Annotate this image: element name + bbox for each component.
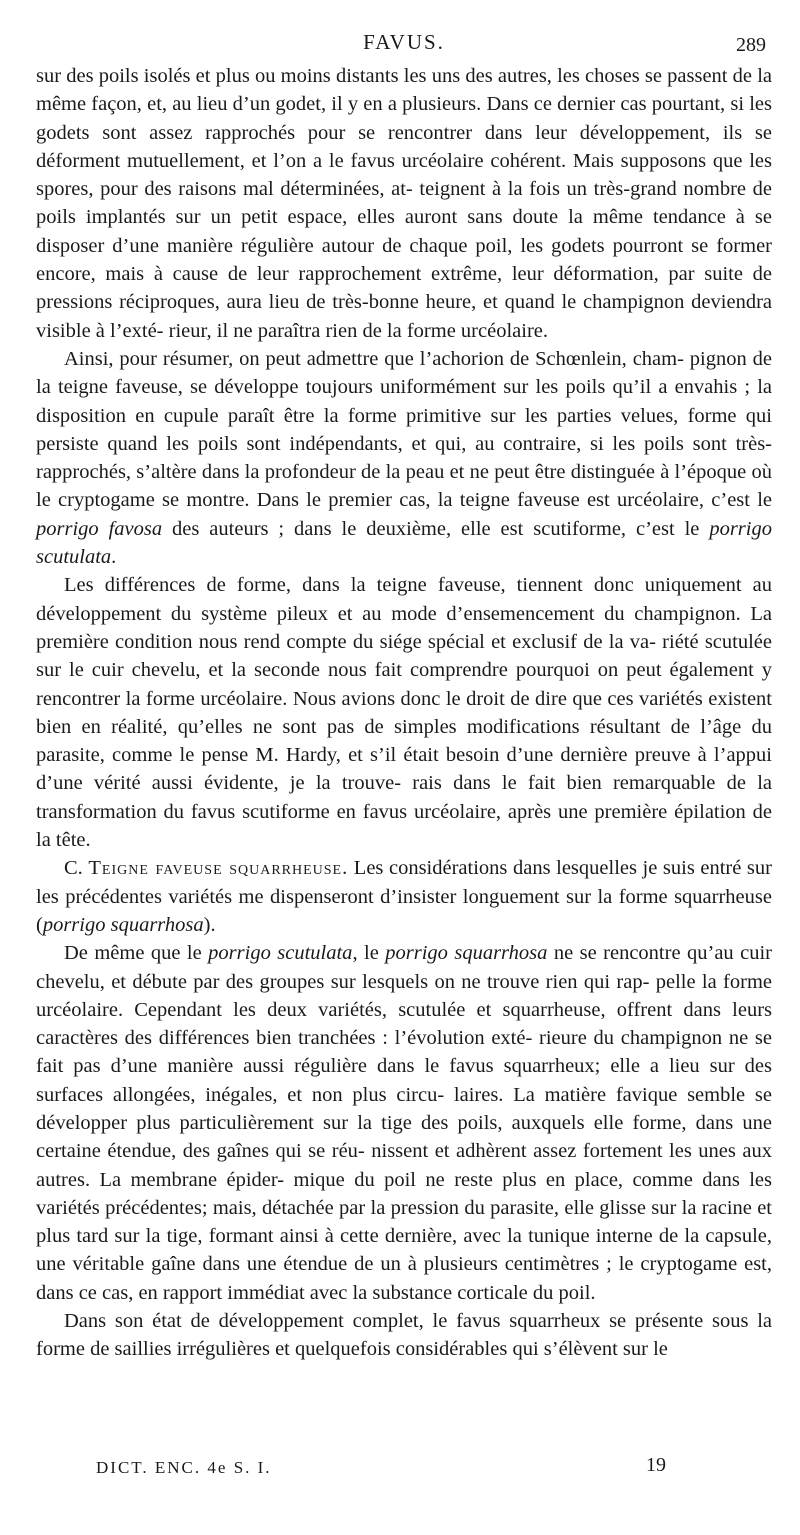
book-page — [36, 22, 772, 1512]
italic-term: porrigo scutulata — [36, 517, 772, 569]
sheet-number: 19 — [646, 1454, 666, 1476]
text-run: des auteurs ; dans le deuxième, elle est scutiforme, c’est le — [162, 517, 710, 540]
paragraph — [36, 571, 772, 854]
paragraph — [36, 345, 772, 571]
text-run: Dans son état de développement complet, le favus squarrheux se présente sous la forme de saillies irrégulières et quelquefois considérables qui s’élèvent sur le — [36, 1310, 772, 1361]
text-run: , le — [352, 942, 386, 965]
section-heading: Teigne faveuse squarrheuse. — [88, 857, 349, 880]
printer-signature: DICT. ENC. 4e S. I. — [96, 1458, 272, 1477]
text-run: De même que le — [64, 942, 209, 965]
text-run: C. — [64, 857, 89, 880]
italic-term: porrigo squarrhosa — [385, 942, 548, 965]
paragraph — [36, 854, 772, 939]
italic-term: porrigo squarrhosa — [42, 913, 204, 936]
text-run: Les différences de forme, dans la teigne faveuse, tiennent donc uniquement au développement du système pileux et au mode d’ensemencement du champignon. La première condition nous rend compte du siége spécial et exclusif de la va- riété scutulée sur le cuir chevelu, et la seconde nous fait comprendre pourquoi on peut également y rencontrer la forme urcéolaire. Nous avions donc le droit de dire que ces variétés existent bien en réalité, qu’elles ne sont pas de simples modifications résultant de l’âge du parasite, comme le pense M. Hardy, et s’il était besoin d’une dernière preuve à l’appui d’une vérité aussi évidente, je la trouve- rais dans le fait bien remarquable de la transformation du favus scutiforme en favus urcéolaire, après une première épilation de la tête. — [36, 574, 772, 852]
italic-term: porrigo favosa — [36, 517, 163, 540]
page-number: 289 — [736, 34, 766, 56]
text-run: Ainsi, pour résumer, on peut admettre que l’achorion de Schœnlein, cham- pignon de la teigne faveuse, se développe toujours uniformément sur les poils qu’il a envahis ; la disposition en cupule paraît être la forme primitive sur les parties velues, forme qui persiste quand les poils sont indépendants, et qui, au contraire, si les poils sont très-rapprochés, s’altère dans la profondeur de la peau et ne peut être distinguée à l’époque où le cryptogame se montre. Dans le premier cas, la teigne faveuse est urcéolaire, c’est le — [36, 347, 772, 512]
text-run: sur des poils isolés et plus ou moins distants les uns des autres, les choses se passent de la même façon, et, au lieu d’un godet, il y en a plusieurs. Dans ce dernier cas pourtant, si les godets sont assez rapprochés pour se rencontrer dans leur développement, ils se déforment mutuellement, et l’on a le favus urcéolaire cohérent. Mais supposons que les spores, pour des raisons mal déterminées, at- teignent à la fois un très-grand nombre de poils implantés sur un petit espace, elles auront sans doute la même tendance à se disposer d’une manière régulière autour de chaque poil, les godets pourront se former encore, mais à cause de leur rapprochement extrême, leur déformation, par suite de pressions réciproques, aura lieu de très-bonne heure, et quand le champignon deviendra visible à l’exté- rieur, il ne paraîtra rien de la forme urcéolaire. — [36, 65, 772, 342]
paragraph — [36, 939, 772, 1307]
page-header — [36, 22, 772, 58]
text-run: Les considérations dans lesquelles je suis entré sur les précédentes variétés me dispenseront d’insister longuement sur la forme squarrheuse ( — [36, 857, 772, 936]
running-title: FAVUS. — [363, 30, 445, 54]
text-run: ne se rencontre qu’au cuir chevelu, et débute par des groupes sur lesquels on ne trouve rien qui rap- pelle la forme urcéolaire. Cependant les deux variétés, scutulée et squarrheuse, offrent dans leurs caractères des différences bien tranchées : l’évolution exté- rieure du champignon ne se fait pas d’une manière aussi régulière dans le favus squarrheux; elle a lieu sur des surfaces allongées, inégales, et non plus circu- laires. La matière favique semble se développer plus particulièrement sur la tige des poils, auxquels elle forme, dans une certaine étendue, des gaînes qui se réu- nissent et adhèrent assez fortement les unes aux autres. La membrane épider- mique du poil ne reste plus en place, comme dans les variétés précédentes; mais, détachée par la pression du parasite, elle glisse sur la racine et plus tard sur la tige, formant ainsi à cette dernière, avec la tunique interne de la capsule, une véritable gaîne dans une étendue de un à plusieurs centimètres ; le cryptogame est, dans ce cas, en rapport immédiat avec la substance corticale du poil. — [36, 942, 772, 1304]
paragraph — [36, 1307, 772, 1364]
page-footer — [36, 1454, 772, 1484]
text-run: . — [111, 546, 117, 569]
paragraph — [36, 62, 772, 345]
body-text — [36, 62, 772, 1364]
text-run: ). — [203, 913, 216, 936]
italic-term: porrigo scutulata — [208, 942, 353, 965]
